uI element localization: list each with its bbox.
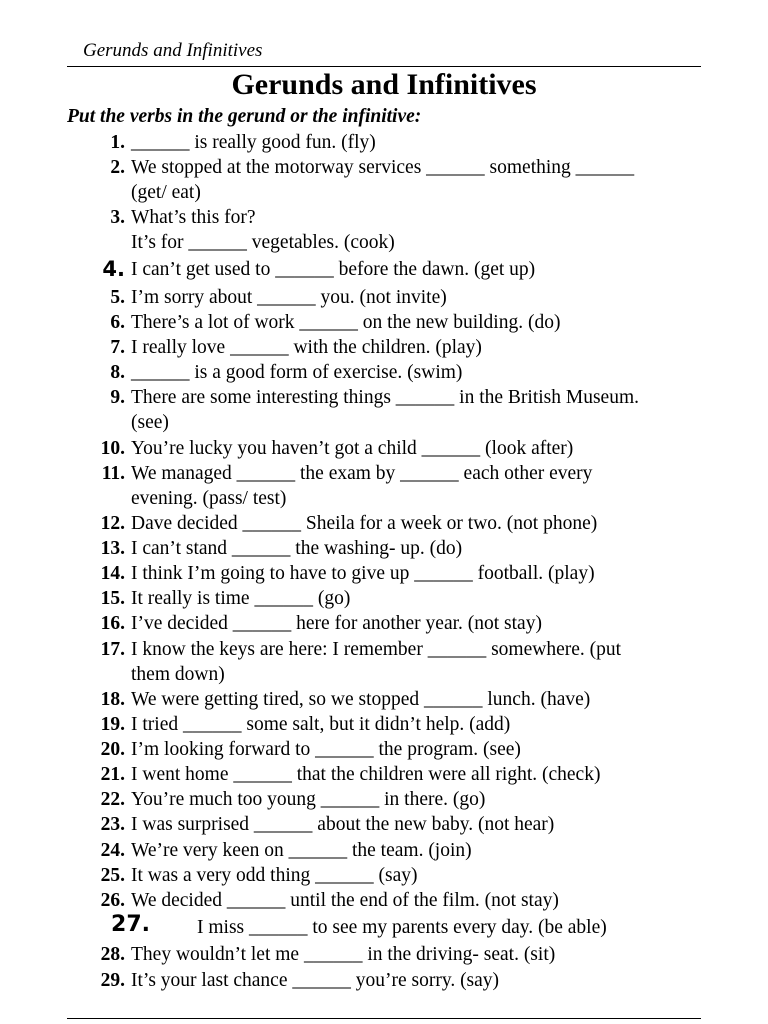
item-number: 29. xyxy=(100,970,125,991)
item-line: We decided ______ until the end of the film. (not stay) xyxy=(131,890,559,911)
item-number: 2. xyxy=(110,157,125,178)
item-line: I really love ______ with the children. (play) xyxy=(131,337,482,358)
item-text xyxy=(131,360,701,385)
item-line: I can’t stand ______ the washing- up. (do) xyxy=(131,538,463,559)
item-text xyxy=(131,461,701,511)
item-number: 13. xyxy=(100,538,125,559)
item-number: 14. xyxy=(100,563,125,584)
item-text xyxy=(131,130,701,155)
item-line: It’s your last chance ______ you’re sorry. (say) xyxy=(131,970,500,991)
item-number: 18. xyxy=(100,689,125,710)
header-rule xyxy=(67,66,701,67)
item-line: ______ is a good form of exercise. (swim) xyxy=(131,362,463,383)
item-text xyxy=(131,385,701,435)
item-text xyxy=(131,561,701,586)
item-number: 26. xyxy=(100,890,125,911)
item-number: 27. xyxy=(111,912,150,937)
item-text xyxy=(131,863,701,888)
item-text xyxy=(131,611,701,636)
item-text xyxy=(131,436,701,461)
item-line: There’s a lot of work ______ on the new building. (do) xyxy=(131,312,561,333)
item-text xyxy=(131,511,701,536)
item-line: We were getting tired, so we stopped ______ lunch. (have) xyxy=(131,689,591,710)
item-line: them down) xyxy=(131,664,225,685)
item-text xyxy=(131,812,701,837)
item-line: (see) xyxy=(131,412,169,433)
item-line: What’s this for? xyxy=(131,207,256,228)
item-line: (get/ eat) xyxy=(131,182,201,203)
item-number: 12. xyxy=(100,513,125,534)
item-number: 28. xyxy=(100,944,125,965)
item-number: 23. xyxy=(100,814,125,835)
item-text xyxy=(131,536,701,561)
item-number: 5. xyxy=(110,287,125,308)
page-title: Gerunds and Infinitives xyxy=(231,68,537,101)
item-text xyxy=(131,712,701,737)
item-number: 10. xyxy=(100,438,125,459)
item-text xyxy=(131,335,701,360)
item-number: 8. xyxy=(110,362,125,383)
item-text xyxy=(131,687,701,712)
item-line: I think I’m going to have to give up ______ football. (play) xyxy=(131,563,595,584)
item-number: 22. xyxy=(100,789,125,810)
item-number: 4. xyxy=(102,257,125,281)
item-line: We managed ______ the exam by ______ each other every xyxy=(131,463,593,484)
item-text xyxy=(131,762,701,787)
item-text xyxy=(197,915,767,940)
item-number: 19. xyxy=(100,714,125,735)
item-line: You’re much too young ______ in there. (go) xyxy=(131,789,486,810)
item-line: You’re lucky you haven’t got a child ______ (look after) xyxy=(131,438,574,459)
item-text xyxy=(131,942,701,967)
item-number: 24. xyxy=(100,840,125,861)
footer-rule xyxy=(67,1018,701,1019)
item-text xyxy=(131,888,701,913)
item-text xyxy=(131,968,701,993)
item-text xyxy=(131,787,701,812)
item-line: I’m looking forward to ______ the program. (see) xyxy=(131,739,521,760)
item-text xyxy=(131,285,701,310)
item-text xyxy=(131,838,701,863)
item-number: 1. xyxy=(110,132,125,153)
item-text xyxy=(131,586,701,611)
item-number: 21. xyxy=(100,764,125,785)
running-header: Gerunds and Infinitives xyxy=(83,40,263,61)
item-number: 16. xyxy=(100,613,125,634)
item-text xyxy=(131,737,701,762)
item-text xyxy=(131,637,701,687)
item-line: I know the keys are here: I remember ______ somewhere. (put xyxy=(131,639,622,660)
item-line: I went home ______ that the children were all right. (check) xyxy=(131,764,601,785)
item-number: 17. xyxy=(100,639,125,660)
item-line: We stopped at the motorway services ______ something ______ xyxy=(131,157,635,178)
item-line: I’ve decided ______ here for another year. (not stay) xyxy=(131,613,542,634)
item-text xyxy=(131,257,701,282)
item-number: 6. xyxy=(110,312,125,333)
item-number: 25. xyxy=(100,865,125,886)
item-number: 9. xyxy=(110,387,125,408)
item-number: 3. xyxy=(110,207,125,228)
item-line: evening. (pass/ test) xyxy=(131,488,287,509)
item-number: 11. xyxy=(101,463,125,484)
item-text xyxy=(131,155,701,205)
item-text xyxy=(131,205,701,255)
item-line: Dave decided ______ Sheila for a week or two. (not phone) xyxy=(131,513,598,534)
item-number: 20. xyxy=(100,739,125,760)
item-line: I miss ______ to see my parents every day. (be able) xyxy=(197,917,607,938)
item-line: ______ is really good fun. (fly) xyxy=(131,132,376,153)
item-line: I’m sorry about ______ you. (not invite) xyxy=(131,287,447,308)
item-line: It’s for ______ vegetables. (cook) xyxy=(131,232,395,253)
item-line: We’re very keen on ______ the team. (join) xyxy=(131,840,472,861)
instruction: Put the verbs in the gerund or the infinitive: xyxy=(67,106,422,127)
item-line: There are some interesting things ______ in the British Museum. xyxy=(131,387,639,408)
item-line: It was a very odd thing ______ (say) xyxy=(131,865,418,886)
item-line: I can’t get used to ______ before the dawn. (get up) xyxy=(131,259,536,280)
item-number: 15. xyxy=(100,588,125,609)
item-line: I tried ______ some salt, but it didn’t help. (add) xyxy=(131,714,511,735)
item-line: It really is time ______ (go) xyxy=(131,588,351,609)
item-text xyxy=(131,310,701,335)
item-line: I was surprised ______ about the new baby. (not hear) xyxy=(131,814,555,835)
item-number: 7. xyxy=(110,337,125,358)
item-line: They wouldn’t let me ______ in the driving- seat. (sit) xyxy=(131,944,556,965)
